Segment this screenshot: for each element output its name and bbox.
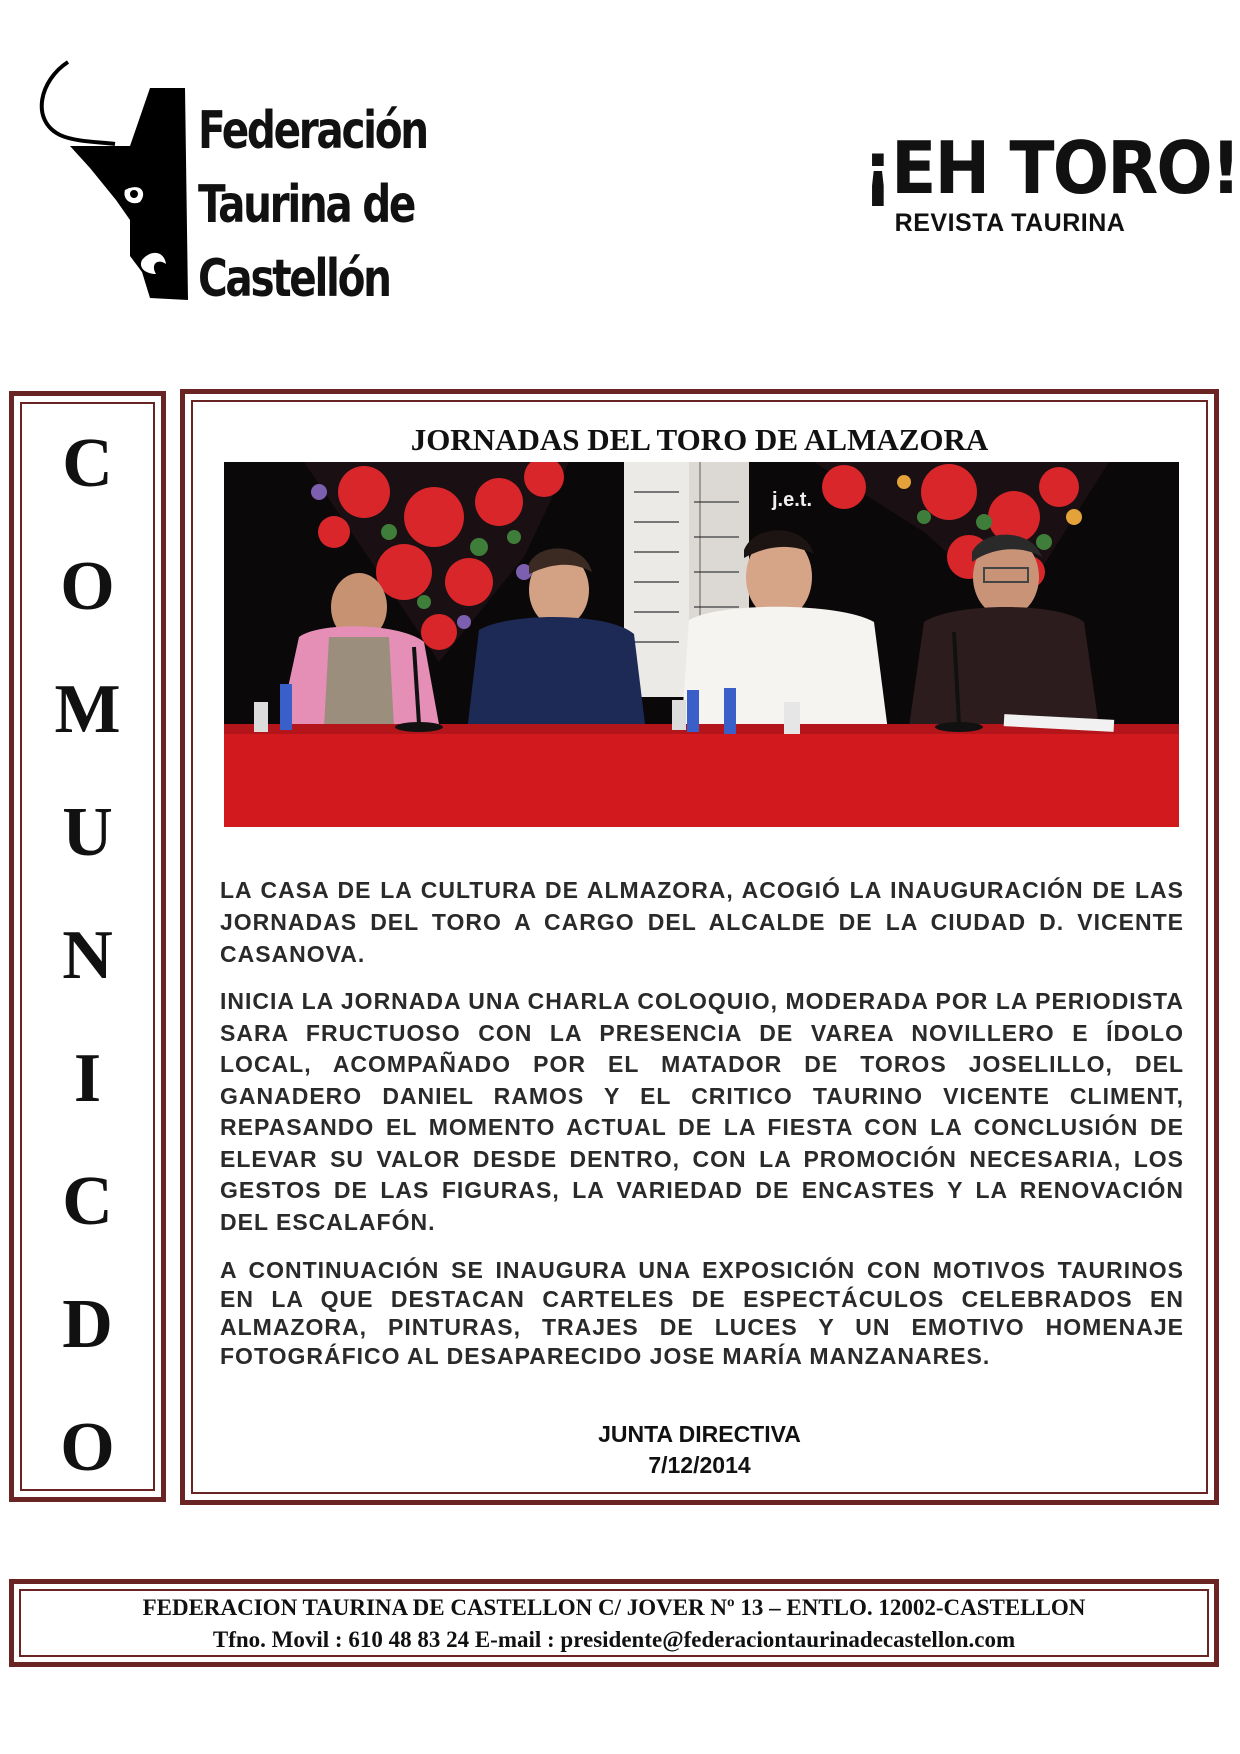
side-letter: C [62,1163,113,1240]
side-letter: N [62,917,113,994]
side-letter: M [54,671,121,748]
footer-contact [9,1579,1219,1667]
side-letter: O [60,1409,115,1486]
communique-date: 7/12/2014 [648,1452,751,1478]
eh-toro-logo [850,126,1240,238]
signature-block [185,1419,1214,1481]
federacion-logo [30,60,427,309]
org-line-1: Federación [198,101,427,161]
paragraph-3: A CONTINUACIÓN SE INAUGURA UNA EXPOSICIÓN CON MOTIVOS TAURINOS EN LA QUE DESTACAN CARTELES DE ESPECTÁCULOS CELEBRADOS EN ALMAZORA, PINTURAS, TRAJES DE LUCES Y UN EMOTIVO HOMENAJE FOTOGRÁFICO AL DESAPARECIDO JOSE MARÍA MANZANARES. [220,1257,1184,1369]
paragraph-2: INICIA LA JORNADA UNA CHARLA COLOQUIO, MODERADA POR LA PERIODISTA SARA FRUCTUOSO CON LA PRESENCIA DE VAREA NOVILLERO E ÍDOLO LOCAL, ACOMPAÑADO POR EL MATADOR DE TOROS JOSELILLO, DEL GANADERO DANIEL RAMOS Y EL CRITICO TAURINO VICENTE CLIMENT, REPASANDO EL MOMENTO ACTUAL DE LA FIESTA CON LA CONCLUSIÓN DE ELEVAR SU VALOR DESDE DENTRO, CON LA PROMOCIÓN NECESARIA, LOS GESTOS DE LAS FIGURAS, LA VARIEDAD DE ENCASTES Y LA RENOVACIÓN DEL ESCALAFÓN. [220,988,1184,1235]
communique-panel [180,389,1219,1505]
footer-contact-info: Tfno. Movil : 610 48 83 24 E-mail : presidente@federaciontaurinadecastellon.com [212,1627,1016,1652]
signature: JUNTA DIRECTIVA [598,1421,801,1447]
event-photo [224,462,1179,827]
magazine-tagline: REVISTA TAURINA [894,209,1126,237]
side-letter: I [73,1040,102,1117]
bull-head-icon [30,60,210,300]
comunicado-side-panel [9,391,166,1502]
org-line-2: Taurina de [198,175,415,235]
org-line-3: Castellón [198,249,390,309]
side-letter: C [62,425,113,502]
side-letter: D [62,1286,113,1363]
paragraph-1: LA CASA DE LA CULTURA DE ALMAZORA, ACOGIÓ LA INAUGURACIÓN DE LAS JORNADAS DEL TORO A CARGO DEL ALCALDE DE LA CIUDAD D. VICENTE CASANOVA. [220,877,1184,967]
magazine-name: ¡EH TORO! [862,126,1240,210]
federacion-name [198,94,427,316]
communique-body [220,874,1184,1370]
footer-address: FEDERACION TAURINA DE CASTELLON C/ JOVER Nº 13 – ENTLO. 12002-CASTELLON [142,1595,1086,1620]
photo-watermark: j.e.t. [772,489,813,511]
side-letter: U [62,794,113,871]
event-photo-illustration [224,462,1179,827]
communique-title: JORNADAS DEL TORO DE ALMAZORA [410,422,989,457]
side-letter: O [60,548,115,625]
